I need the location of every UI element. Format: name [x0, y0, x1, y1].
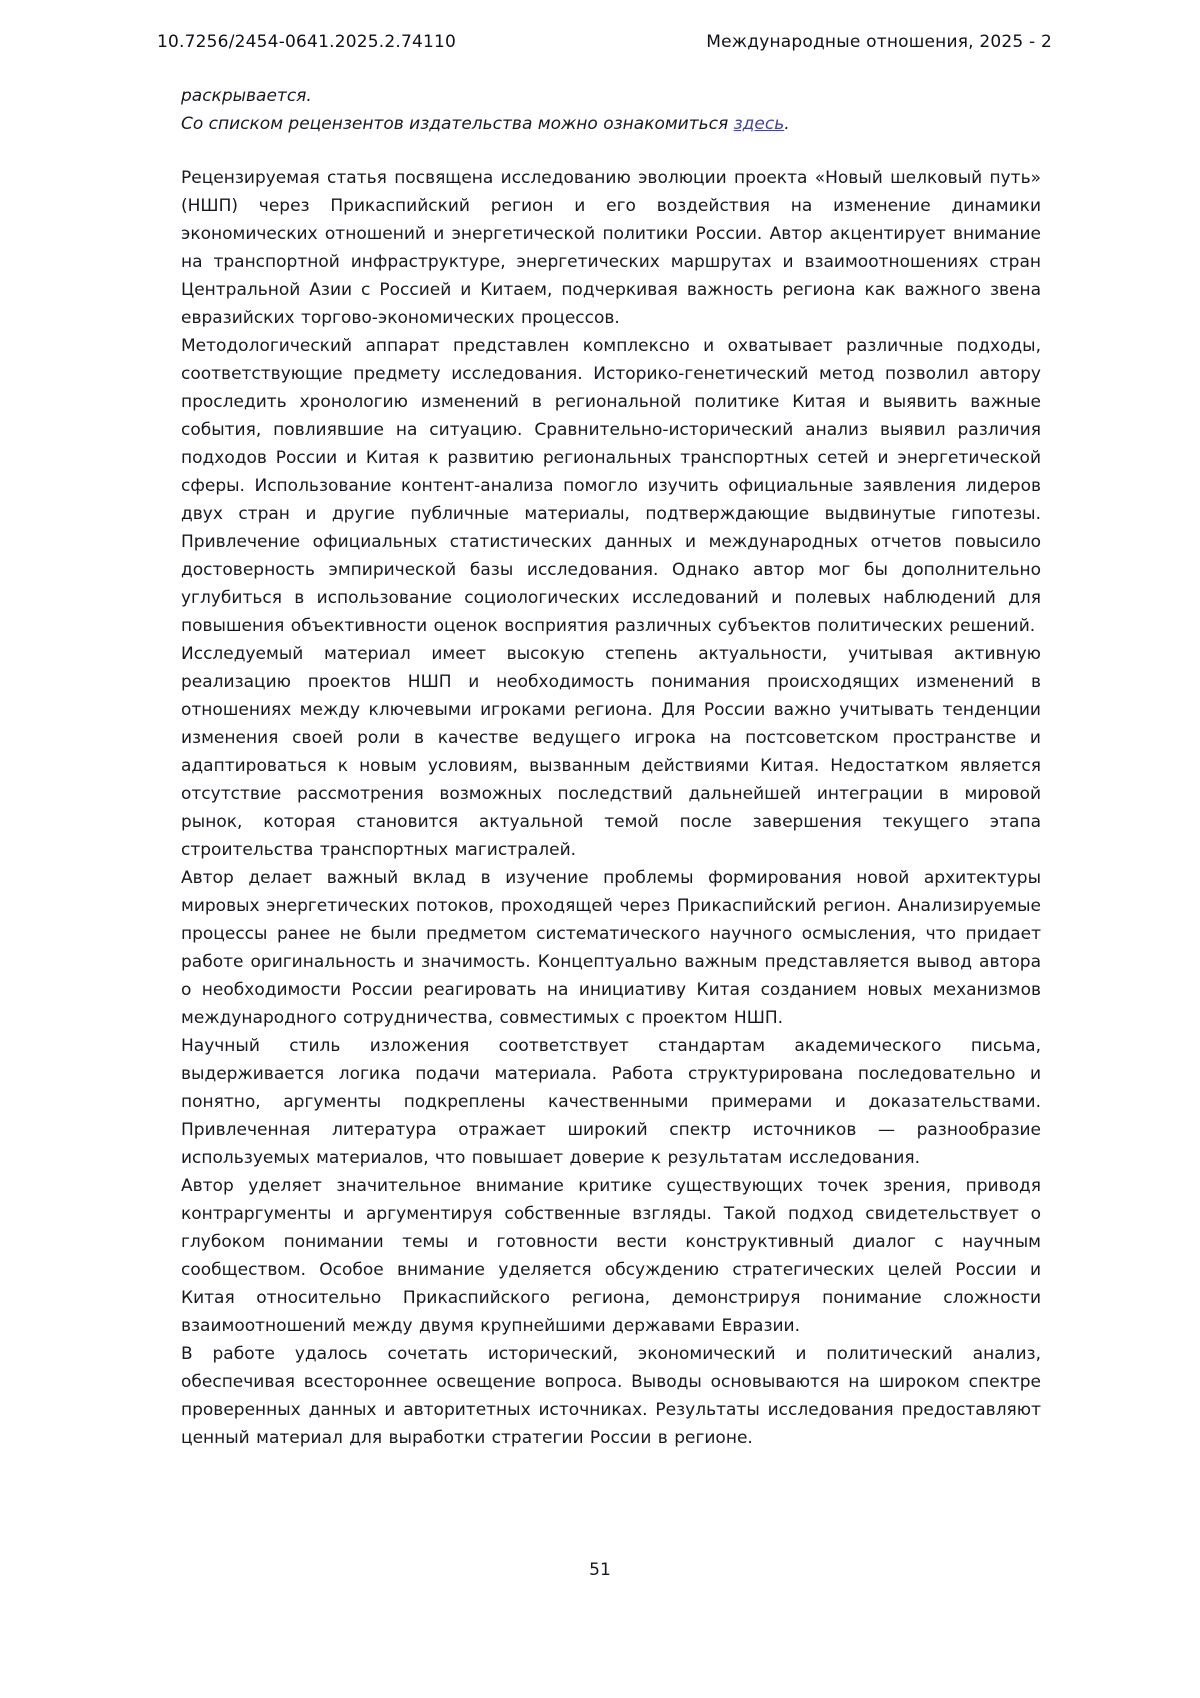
page-footer [0, 1560, 1200, 1580]
intro-line-2 [181, 110, 1041, 138]
review-body [181, 164, 1041, 1452]
page-content [181, 82, 1041, 1452]
journal-title: Международные отношения, 2025 - 2 [706, 32, 1052, 52]
paragraph: Автор уделяет значительное внимание критике существующих точек зрения, приводя контраргументы и аргументируя собственные взгляды. Такой подход свидетельствует о глубоком понимании темы и готовности вести конструктивный диалог с научным сообществом. Особое внимание уделяется обсуждению стратегических целей России и Китая относительно Прикаспийского региона, демонстрируя понимание сложности взаимоотношений между двумя крупнейшими державами Евразии. [181, 1176, 1041, 1336]
paragraph: Исследуемый материал имеет высокую степень актуальности, учитывая активную реализацию проектов НШП и необходимость понимания происходящих изменений в отношениях между ключевыми игроками региона. Для России важно учитывать тенденции изменения своей роли в качестве ведущего игрока на постсоветском пространстве и адаптироваться к новым условиям, вызванным действиями Китая. Недостатком является отсутствие рассмотрения возможных последствий дальнейшей интеграции в мировой рынок, которая становится актуальной темой после завершения текущего этапа строительства транспортных магистралей. [181, 644, 1041, 860]
page-header [157, 32, 1052, 52]
intro-line-2-prefix: Со списком рецензентов издательства можно ознакомиться [181, 114, 734, 134]
page-number: 51 [589, 1560, 611, 1580]
paragraph: Научный стиль изложения соответствует стандартам академического письма, выдерживается логика подачи материала. Работа структурирована последовательно и понятно, аргументы подкреплены качественными примерами и доказательствами. Привлеченная литература отражает широкий спектр источников — разнообразие используемых материалов, что повышает доверие к результатам исследования. [181, 1036, 1041, 1168]
reviewers-list-link[interactable]: здесь [733, 114, 785, 134]
doi-text: 10.7256/2454-0641.2025.2.74110 [157, 32, 457, 52]
intro-block [181, 82, 1041, 138]
intro-line-2-suffix: . [784, 114, 790, 134]
paragraph: Автор делает важный вклад в изучение проблемы формирования новой архитектуры мировых энергетических потоков, проходящей через Прикаспийский регион. Анализируемые процессы ранее не были предметом систематического научного осмысления, что придает работе оригинальность и значимость. Концептуально важным представляется вывод автора о необходимости России реагировать на инициативу Китая созданием новых механизмов международного сотрудничества, совместимых с проектом НШП. [181, 868, 1041, 1028]
paragraph: Методологический аппарат представлен комплексно и охватывает различные подходы, соответствующие предмету исследования. Историко-генетический метод позволил автору проследить хронологию изменений в региональной политике Китая и выявить важные события, повлиявшие на ситуацию. Сравнительно-исторический анализ выявил различия подходов России и Китая к развитию региональных транспортных сетей и энергетической сферы. Использование контент-анализа помогло изучить официальные заявления лидеров двух стран и другие публичные материалы, подтверждающие выдвинутые гипотезы. Привлечение официальных статистических данных и международных отчетов повысило достоверность эмпирической базы исследования. Однако автор мог бы дополнительно углубиться в использование социологических исследований и полевых наблюдений для повышения объективности оценок восприятия различных субъектов политических решений. [181, 336, 1041, 636]
paragraph: В работе удалось сочетать исторический, экономический и политический анализ, обеспечивая всестороннее освещение вопроса. Выводы основываются на широком спектре проверенных данных и авторитетных источниках. Результаты исследования предоставляют ценный материал для выработки стратегии России в регионе. [181, 1344, 1041, 1448]
intro-line-1: раскрывается. [181, 86, 312, 106]
paragraph: Рецензируемая статья посвящена исследованию эволюции проекта «Новый шелковый путь» (НШП) через Прикаспийский регион и его воздействия на изменение динамики экономических отношений и энергетической политики России. Автор акцентирует внимание на транспортной инфраструктуре, энергетических маршрутах и взаимоотношениях стран Центральной Азии с Россией и Китаем, подчеркивая важность региона как важного звена евразийских торгово-экономических процессов. [181, 168, 1041, 328]
